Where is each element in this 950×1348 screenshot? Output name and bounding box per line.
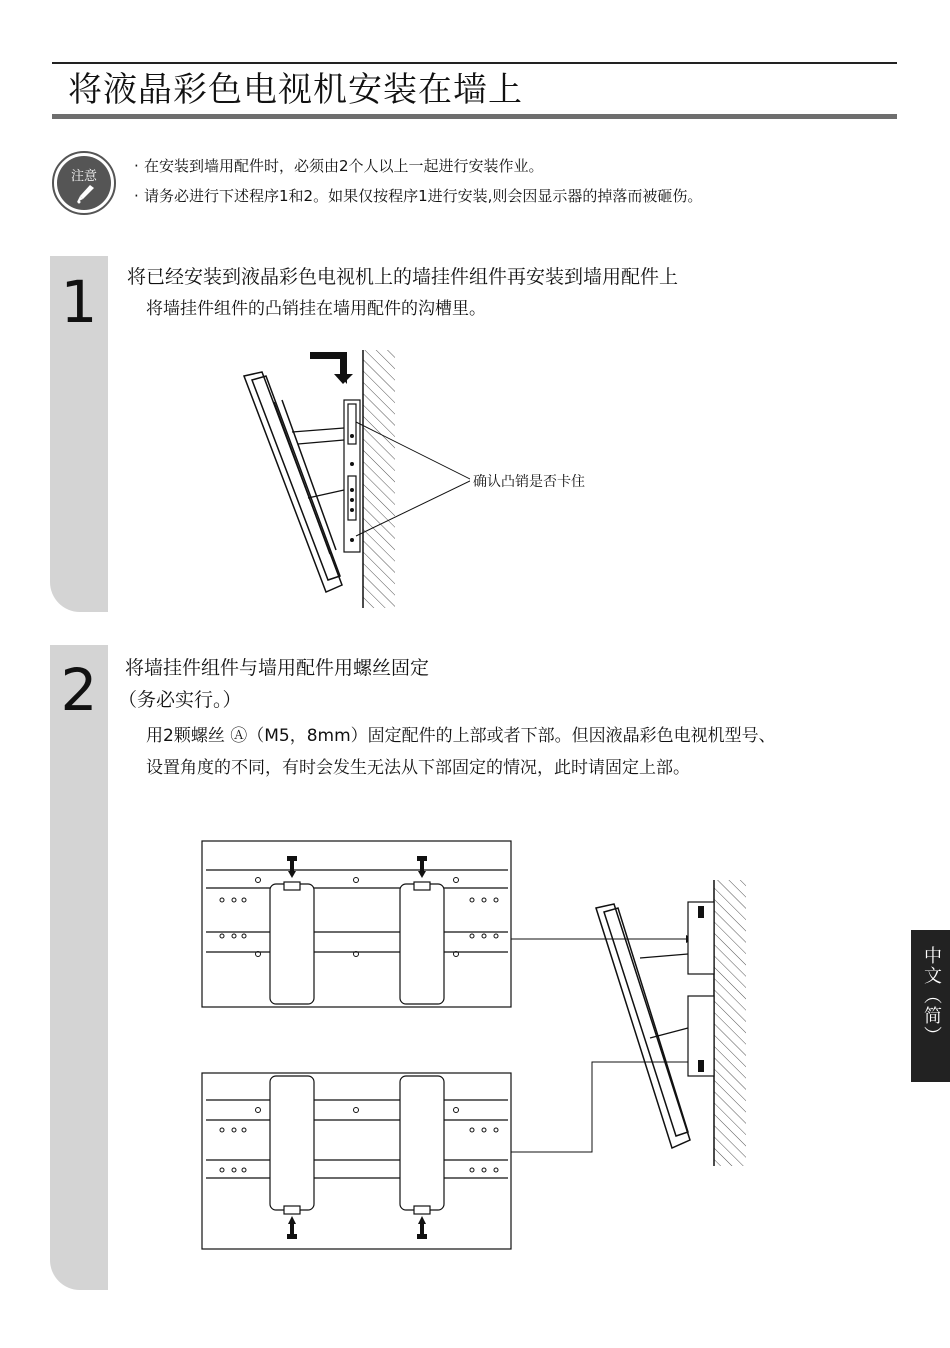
- pen-icon: [75, 184, 95, 204]
- connector-lower: [511, 1062, 690, 1152]
- caution-note-2: · 请务必进行下述程序1和2。如果仅按程序1进行安装,则会因显示器的掉落而被砸伤。: [134, 187, 703, 205]
- step2-bar: [50, 645, 108, 1290]
- upper-detail: [202, 841, 511, 1007]
- title-rule-top: [52, 62, 897, 64]
- wall-hatch: [363, 350, 395, 608]
- language-tab: [911, 930, 950, 1082]
- callout-label: 确认凸销是否卡住: [473, 474, 585, 490]
- wall-hatch: [714, 880, 746, 1166]
- step1-illustration: [230, 340, 470, 615]
- step2-subtitle: （务必实行。）: [118, 689, 242, 711]
- step2-illustration: [200, 838, 760, 1256]
- language-tab-label: 中文（简）: [921, 946, 942, 1046]
- bullet: ·: [134, 157, 139, 175]
- tv-panel: [244, 372, 342, 592]
- caution-label: 注意: [70, 169, 97, 184]
- step2-title: 将墙挂件组件与墙用配件用螺丝固定: [125, 657, 430, 679]
- step2-text-line1: 用2颗螺丝 Ⓐ（M5，8mm）固定配件的上部或者下部。但因液晶彩色电视机型号、: [146, 726, 776, 746]
- step1-number: 1: [60, 268, 98, 336]
- step2-number: 2: [60, 656, 98, 724]
- page-title: 将液晶彩色电视机安装在墙上: [68, 70, 523, 110]
- tv-panel: [596, 904, 690, 1148]
- wall-bracket: [640, 902, 714, 1076]
- title-rule-bottom: [52, 114, 897, 119]
- caution-note-1: · 在安装到墙用配件时，必须由2个人以上一起进行安装作业。: [134, 157, 544, 175]
- lower-detail: [202, 1073, 511, 1249]
- caution-badge: [52, 151, 116, 215]
- bullet: ·: [134, 187, 139, 205]
- step2-text-line2: 设置角度的不同，有时会发生无法从下部固定的情况，此时请固定上部。: [146, 758, 690, 778]
- step1-title: 将已经安装到液晶彩色电视机上的墙挂件组件再安装到墙用配件上: [127, 266, 679, 288]
- step1-text: 将墙挂件组件的凸销挂在墙用配件的沟槽里。: [146, 299, 486, 319]
